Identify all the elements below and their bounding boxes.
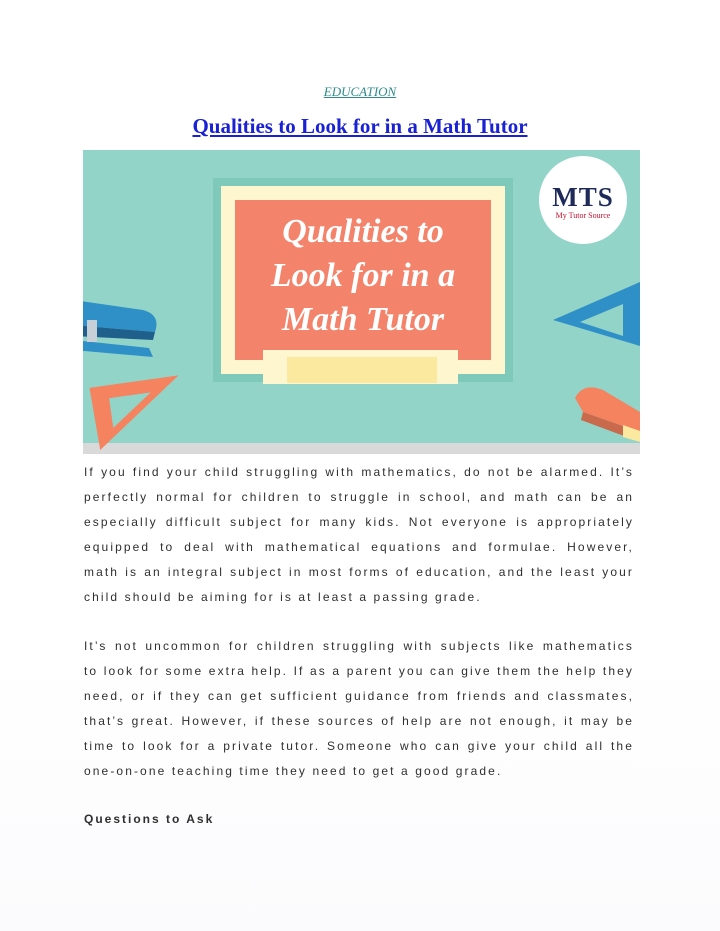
- hero-heading-line-3: Math Tutor: [281, 301, 445, 338]
- hero-heading-line-1: Qualities to: [282, 213, 444, 250]
- logo-letters: MTS: [552, 182, 614, 212]
- mts-logo: [539, 156, 627, 244]
- board-tray: [287, 357, 437, 383]
- article-title[interactable]: Qualities to Look for in a Math Tutor: [192, 114, 528, 138]
- hero-bottom-strip: [83, 443, 640, 454]
- article-paragraph-1: If you find your child struggling with mathematics, do not be alarmed. It’s perfectly normal for children to struggle in school, and math can be an especially difficult subject for many kids. Not everyone is appropriately equipped to deal with mathematical equations and formulae. However, math is an integral subject in most forms of education, and the least your child should be aiming for is at least a passing grade.: [84, 465, 634, 604]
- article-paragraph-2: It’s not uncommon for children struggling with subjects like mathematics to look for some extra help. If as a parent you can give them the help they need, or if they can get sufficient guidance from friends and classmates, that’s great. However, if these sources of help are not enough, it may be time to look for a private tutor. Someone who can give your child all the one-on-one teaching time they need to get a good grade.: [84, 639, 634, 778]
- hero-image: [83, 150, 640, 454]
- hero-heading-line-2: Look for in a: [270, 257, 456, 294]
- section-subheading: Questions to Ask: [84, 812, 215, 826]
- category-link[interactable]: EDUCATION: [323, 84, 397, 99]
- logo-caption: My Tutor Source: [555, 211, 611, 220]
